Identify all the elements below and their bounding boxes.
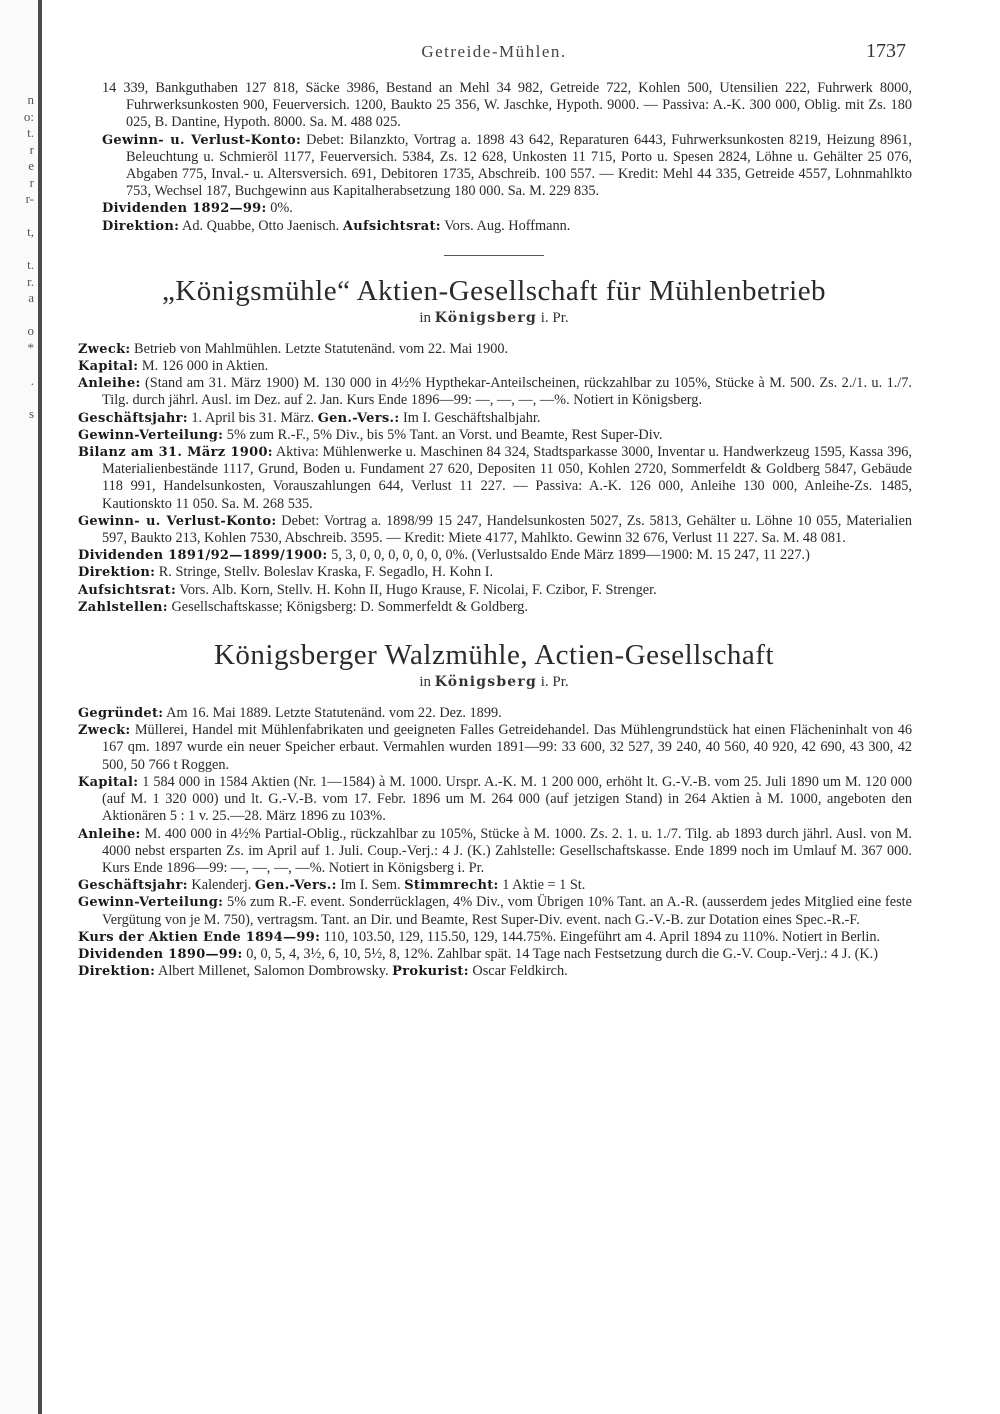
entry-label: Anleihe: xyxy=(78,376,141,392)
entry-label: Gewinn- u. Verlust-Konto: xyxy=(102,132,302,148)
entry-text: 110, 103.50, 129, 115.50, 129, 144.75%. Eingeführt am 4. April 1894 zu 110%. Notiert in Berlin. xyxy=(320,928,881,945)
entry-paragraph xyxy=(78,513,912,547)
page-number: 1737 xyxy=(866,40,906,62)
entry-text: (Stand am 31. März 1900) M. 130 000 in 4½% Hypthekar-Anteilscheinen, rückzahlbar zu 105%, Stücke à M. 500. Zs. 2./1. u. 1./7. Tilg. durch jährl. Ausl. im Dez. auf 2. Jan. Kurs Ende 1896—99: —, —, —, —%. Notiert in Königsberg. xyxy=(102,375,912,409)
gutter-fragment: r xyxy=(29,141,34,157)
entry-text: Ad. Quabbe, Otto Jaenisch. xyxy=(179,217,343,234)
entry-paragraph xyxy=(78,722,912,774)
section-divider xyxy=(444,255,544,256)
entry-label: Gewinn-Verteilung: xyxy=(78,895,224,911)
entry-label: Kapital: xyxy=(78,774,139,790)
gutter-text-fragments xyxy=(0,92,34,422)
entry-label: Dividenden 1890—99: xyxy=(78,946,243,962)
gutter-fragment: * xyxy=(27,339,34,355)
page xyxy=(76,38,912,980)
entry-text: Vors. Aug. Hoffmann. xyxy=(440,217,571,234)
entry-label: Bilanz am 31. März 1900: xyxy=(78,445,273,461)
company-entries-walzmuehle xyxy=(76,705,912,980)
entry-text: 5% zum R.-F. event. Sonderrücklagen, 4% Div., vom Übrigen 10% Tant. an A.-R. (ausserdem jedes Mitglied eine feste Vergütung von je M. 750), vertragsm. Tant. an Dir. und Beamte, Rest Super-Div. event. nach G.-V.-B. zur Dotation eines Spec.-R.-F. xyxy=(102,894,912,928)
gutter-fragment: r xyxy=(29,174,34,190)
entry-paragraph xyxy=(102,218,912,235)
entry-paragraph xyxy=(78,894,912,928)
entry-text: 1 584 000 in 1584 Aktien (Nr. 1—1584) à M. 1000. Urspr. A.-K. M. 1 200 000, erhöht lt. G.-V.-B. vom 25. Juli 1890 um M. 120 000 (auf M. 1 320 000) und lt. G.-V.-B. vom 17. Febr. 1896 um M. 264 000 (auf jetzigen Stand) in 264 Aktien à M. 1000, angeboten den Aktionären 5 : 1 v. 25.—28. März 1896 zu 103%. xyxy=(102,773,912,825)
entry-paragraph xyxy=(102,200,912,217)
entry-text: 0, 0, 5, 4, 3½, 6, 10, 5½, 8, 12%. Zahlbar spät. 14 Tage nach Festsetzung durch die G.-V. Coup.-Verj.: 4 J. (K.) xyxy=(242,945,879,962)
gutter-fragment xyxy=(0,241,34,258)
gutter-fragment: r. xyxy=(27,273,34,289)
entry-paragraph xyxy=(78,358,912,375)
company-title-walzmuehle: Königsberger Walzmühle, Actien-Gesellschaft xyxy=(213,639,775,672)
header-title: Getreide-Mühlen. xyxy=(421,42,567,61)
entry-text: Im I. Geschäftshalbjahr. xyxy=(399,409,541,426)
entry-text: Gesellschaftskasse; Königsberg: D. Sommerfeldt & Goldberg. xyxy=(167,598,528,615)
gutter-fragment: a xyxy=(28,290,34,305)
entry-paragraph xyxy=(78,705,912,722)
gutter-fragment xyxy=(0,307,34,324)
entry-text: 0%. xyxy=(266,200,293,217)
gutter-fragment: n xyxy=(27,92,34,107)
entry-text: R. Stringe, Stellv. Boleslav Kraska, F. Segadlo, H. Kohn I. xyxy=(155,564,494,581)
entry-label: Gegründet: xyxy=(78,706,164,722)
company-location xyxy=(76,674,912,691)
gutter-fragment: t. xyxy=(27,125,34,140)
entry-label: Zweck: xyxy=(78,341,131,357)
company-title-koenigsmuehle: „Königsmühle“ Aktien-Gesellschaft für Mühlenbetrieb xyxy=(161,274,827,307)
entry-paragraph xyxy=(78,582,912,599)
entry-label: Direktion: xyxy=(78,964,156,980)
entry-text: Im I. Sem. xyxy=(336,877,405,894)
entry-text: Müllerei, Handel mit Mühlenfabrikaten und geeigneten Falles Getreidehandel. Das Mühlengrundstück hat einen Flächeninhalt von 46 167 qm. 1897 wurde ein neuer Speicher erbaut. Vermahlen wurden 1891—99: 33 600, 32 527, 39 240, 40 560, 40 920, 42 690, 43 300, 42 500, 50 766 t Roggen. xyxy=(102,722,912,773)
entry-text: M. 126 000 in Aktien. xyxy=(138,358,269,375)
entry-text: 1. April bis 31. März. xyxy=(187,409,318,426)
gutter-fragment: s xyxy=(28,405,34,421)
entry-text: Oscar Feldkirch. xyxy=(468,963,568,980)
location-prefix: in xyxy=(419,309,431,326)
entry-label: Prokurist: xyxy=(392,964,469,980)
entry-label: Direktion: xyxy=(78,565,156,581)
previous-entry-continuation xyxy=(76,80,912,235)
entry-label: Gen.-Vers.: xyxy=(254,878,337,894)
entry-label: Dividenden 1892—99: xyxy=(102,201,267,217)
gutter-fragment xyxy=(0,356,34,373)
entry-label: Geschäftsjahr: xyxy=(78,878,188,894)
entry-paragraph xyxy=(102,132,912,201)
gutter-fragment: o: xyxy=(23,108,34,124)
entry-paragraph xyxy=(78,774,912,826)
gutter-fragment: r- xyxy=(25,191,34,206)
entry-text: Vors. Alb. Korn, Stellv. H. Kohn II, Hugo Krause, F. Nicolai, F. Czibor, F. Strenger. xyxy=(176,581,657,598)
entry-paragraph xyxy=(78,375,912,409)
entry-text: 5, 3, 0, 0, 0, 0, 0, 0, 0%. (Verlustsaldo Ende März 1899—1900: M. 15 247, 11 227.) xyxy=(327,547,810,564)
entry-paragraph xyxy=(78,963,912,980)
entry-paragraph xyxy=(78,341,912,358)
entry-text: Am 16. Mai 1889. Letzte Statutenänd. vom 22. Dez. 1899. xyxy=(163,705,502,722)
gutter-fragment xyxy=(0,389,34,406)
entry-label: Aufsichtsrat: xyxy=(78,582,177,598)
entry-paragraph xyxy=(78,427,912,444)
entry-text: 5% zum R.-F., 5% Div., bis 5% Tant. an Vorst. und Beamte, Rest Super-Div. xyxy=(223,426,663,443)
entry-paragraph xyxy=(78,410,912,427)
company-location xyxy=(76,310,912,327)
location-city: Königsberg xyxy=(434,674,537,691)
gutter-fragment: e xyxy=(28,158,34,173)
entry-text: Betrieb von Mahlmühlen. Letzte Statutenänd. vom 22. Mai 1900. xyxy=(130,340,509,357)
gutter-fragment: . xyxy=(30,372,34,388)
entry-label: Anleihe: xyxy=(78,826,141,842)
company-entries-koenigsmuehle xyxy=(76,341,912,616)
entry-text: Debet: Vortrag a. 1898/99 15 247, Handelsunkosten 5027, Zs. 5813, Gehälter u. Löhne 10 055, Materialien 597, Baukto 213, Kohlen 7530, Abschreib. 3595. — Kredit: Miete 4177, Mahlkto. Gewinn 32 676, Verlust 11 227. Sa. M. 48 081. xyxy=(102,512,912,547)
entry-label: Zahlstellen: xyxy=(78,599,168,615)
entry-label: Gewinn-Verteilung: xyxy=(78,427,224,443)
entry-paragraph xyxy=(78,946,912,963)
binding-gutter xyxy=(38,0,42,1414)
location-prefix: in xyxy=(419,674,431,691)
entry-paragraph xyxy=(78,547,912,564)
entry-text: Debet: Bilanzkto, Vortrag a. 1898 43 642, Reparaturen 6443, Fuhrwerksunkosten 8219, Heizung 8961, Beleuchtung u. Schmieröl 1177, Feuerversich. 5384, Zs. 12 628, Unkosten 11 715, Porto u. Spesen 2824, Löhne u. Gehälter 25 076, Abgaben 775, Inval.- u. Altersversich. 691, Debitoren 1735, Abschreib. 100 557. — Kredit: Mehl 44 335, Getreide 4557, Lohnmahlkto 753, Wechsel 187, Buchgewinn aus Kapitalherabsetzung 180 000. Sa. M. 229 835. xyxy=(126,131,912,200)
entry-label: Kapital: xyxy=(78,359,139,375)
entry-text: Aktiva: Mühlenwerke u. Maschinen 84 324, Stadtsparkasse 3000, Inventar u. Handwerkzeug 1595, Kassa 396, Materialienbestände 1117, Grund, Boden u. Fundament 27 620, Depositen 11 050, Kohlen 2720, Sommerfeldt & Goldberg 5847, Gebäude 118 991, Handelsunkosten, Vorauszahlungen 644, Verlust 11 227. — Passiva: A.-K. 126 000, Anleihe 130 000, Anleihe-Zs. 1485, Kautionskto 11 050. Sa. M. 268 535. xyxy=(102,444,912,512)
entry-paragraph xyxy=(78,826,912,878)
gutter-fragment: t, xyxy=(27,224,34,239)
entry-text: M. 400 000 in 4½% Partial-Oblig., rückzahlbar zu 105%, Stücke à M. 1000. Zs. 2. 1. u. 1./7. Tilg. ab 1893 durch jährl. Ausl. von M. 4000 nebst ersparten Zs. im April auf 1. Juli. Coup.-Verj.: 4 J. (K.) Zahlstelle: Gesellschaftskasse. Ende 1899 noch im Umlauf M. 367 000. Kurs Ende 1896—99: —, —, —, —%. Notiert in Königsberg i. Pr. xyxy=(102,825,912,876)
entry-paragraph xyxy=(78,444,912,513)
entry-paragraph xyxy=(78,564,912,581)
location-suffix: i. Pr. xyxy=(540,674,569,691)
entry-label: Zweck: xyxy=(78,723,131,739)
entry-label: Kurs der Aktien Ende 1894—99: xyxy=(78,929,321,945)
gutter-fragment: o xyxy=(27,323,34,338)
entry-label: Gewinn- u. Verlust-Konto: xyxy=(78,513,277,529)
location-suffix: i. Pr. xyxy=(540,309,569,326)
entry-text: 14 339, Bankguthaben 127 818, Säcke 3986, Bestand an Mehl 34 982, Getreide 722, Kohlen 500, Utensilien 222, Fuhrwerk 8000, Fuhrwerksunkosten 900, Feuerversich. 1200, Baukto 25 356, W. Jaschke, Hypoth. 9000. — Passiva: A.-K. 300 000, Oblig. mit Zs. 180 025, B. Dantine, Hypoth. 8000. Sa. M. 488 025. xyxy=(102,80,912,131)
entry-label: Aufsichtsrat: xyxy=(342,218,441,234)
running-header xyxy=(76,38,912,66)
entry-label: Direktion: xyxy=(102,218,180,234)
entry-paragraph xyxy=(102,80,912,132)
entry-label: Gen.-Vers.: xyxy=(317,410,400,426)
entry-label: Dividenden 1891/92—1899/1900: xyxy=(78,548,328,564)
entry-paragraph xyxy=(78,929,912,946)
entry-text: Kalenderj. xyxy=(187,877,255,894)
entry-text: Albert Millenet, Salomon Dombrowsky. xyxy=(155,963,393,980)
location-city: Königsberg xyxy=(434,309,537,326)
entry-label: Stimmrecht: xyxy=(404,878,499,894)
gutter-fragment: t. xyxy=(27,257,34,272)
entry-paragraph xyxy=(78,599,912,616)
entry-paragraph xyxy=(78,877,912,894)
gutter-fragment xyxy=(0,208,34,225)
entry-text: 1 Aktie = 1 St. xyxy=(498,877,586,894)
entry-label: Geschäftsjahr: xyxy=(78,410,188,426)
